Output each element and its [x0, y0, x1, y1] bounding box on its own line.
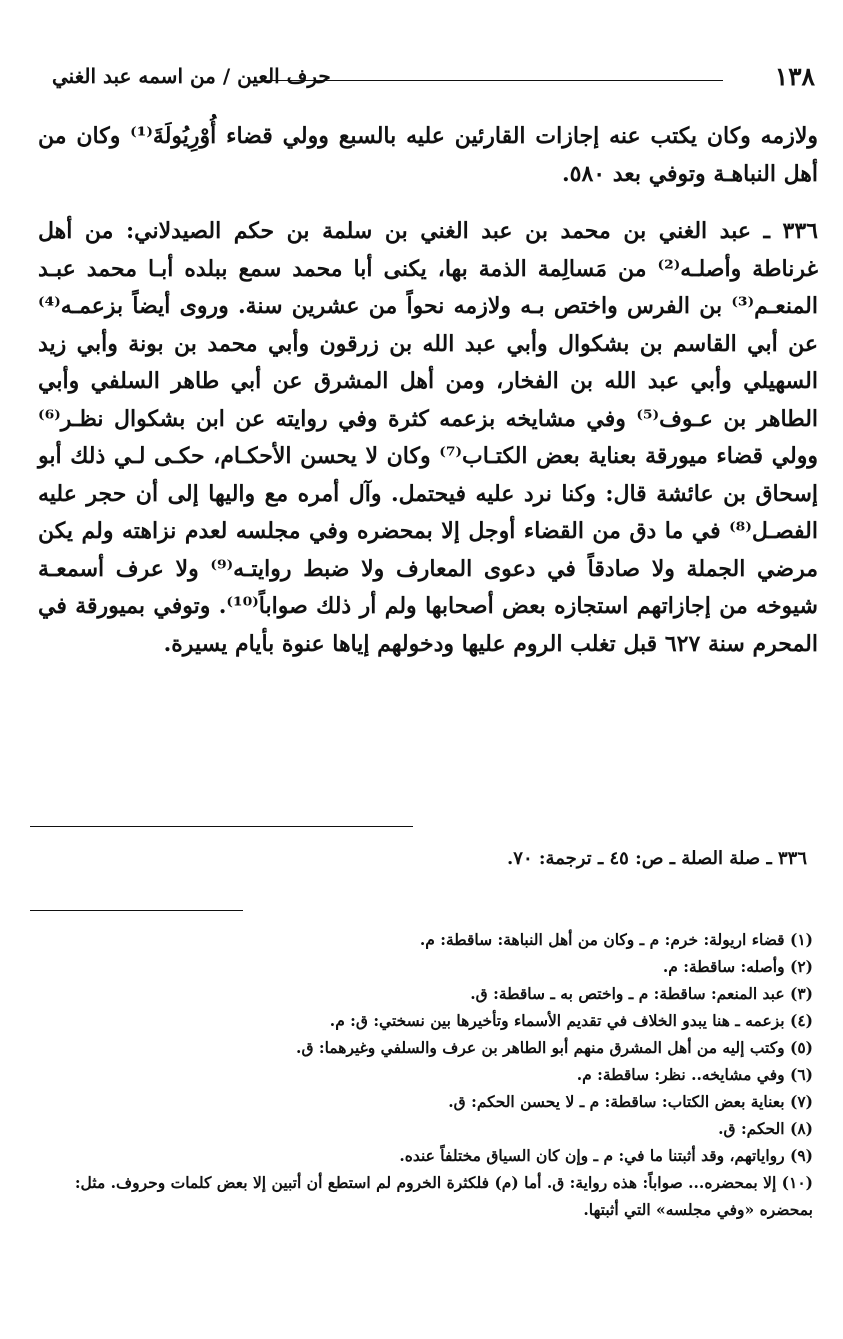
footnote-4: (٤) بزعمه ـ هنا يبدو الخلاف في تقديم الأسماء وتأخيرها بين نسختي: ق: م. [329, 1011, 813, 1030]
footnote-3: (٣) عبد المنعم: ساقطة: م ـ واختص به ـ ساقطة: ق. [470, 984, 813, 1003]
running-title: حرف العين / من اسمه عبد الغني [52, 64, 331, 88]
page-number: ١٣٨ [774, 62, 815, 91]
paragraph-continuation: ولازمه وكان يكتب عنه إجازات القارئين عليه بالسبع وولي قضاء أُوْرِيُولَةَ⁽¹⁾ وكان من أهل النباهـة وتوفي بعد ٥٨٠. [38, 123, 819, 187]
source-reference: ٣٣٦ ـ صلة الصلة ـ ص: ٤٥ ـ ترجمة: ٧٠. [507, 848, 807, 869]
footnote-separator-short [30, 910, 243, 911]
header-rule [262, 80, 723, 81]
footnote-7: (٧) بعناية بعض الكتاب: ساقطة: م ـ لا يحسن الحكم: ق. [448, 1092, 813, 1111]
footnote-2: (٢) وأصله: ساقطة: م. [662, 957, 813, 976]
footnote-6: (٦) وفي مشايخه.. نظر: ساقطة: م. [576, 1065, 813, 1084]
footnote-9: (٩) رواياتهم، وقد أثبتنا ما في: م ـ وإن كان السياق مختلفاً عنده. [399, 1146, 813, 1165]
footnote-1: (١) قضاء اريولة: خرم: م ـ وكان من أهل النباهة: ساقطة: م. [419, 930, 813, 949]
footnote-10: (١٠) إلا بمحضره... صواباً: هذه رواية: ق. أما (م) فلكثرة الخروم لم استطع أن أتبين إلا بعض كلمات وحروف. مثل: بمحضره «وفي مجلسه» التي أثبتها. [74, 1173, 813, 1219]
footnotes-list [40, 926, 813, 1223]
biography-entry-336: ٣٣٦ ـ عبد الغني بن محمد بن عبد الغني بن سلمة بن حكم الصيدلاني: من أهل غرناطة وأصلـه⁽²⁾ من مَسالِمة الذمة بها، يكنى أبا محمد سمع ببلده أبـا محمد عبـد المنعـم⁽³⁾ بن الفرس واختص بـه ولازمه نحواً من عشرين سنة. وروى أيضاً بزعمـه⁽⁴⁾ عن أبي القاسم بن بشكوال وأبي عبد الله بن زرقون وأبي محمد بن بونة وأبي زيد السهيلي وأبي عبد الله بن الفخار، ومن أهل المشرق عن أبي طاهر السلفي وأبي الطاهر بن عـوف⁽⁵⁾ وفي مشايخه بزعمه كثرة وفي روايته عن ابن بشكوال نظـر⁽⁶⁾ وولي قضاء ميورقة بعناية بعض الكتـاب⁽⁷⁾ وكان لا يحسن الأحكـام، حكـى لـي ذلك أبو إسحاق بن عائشة قال: وكنا نرد عليه فيحتمل. وآل أمره مع واليها إلى أن حجر عليه الفصـل⁽⁸⁾ في ما دق من القضاء أوجل إلا بمحضره وفي مجلسه لعدم نزاهته ولم يكن مرضي الجملة ولا صادقاً في دعوى المعارف ولا ضبط روايتـه⁽⁹⁾ ولا عرف أسمعـة شيوخه من إجازاتهم استجازه بعض أصحابها ولم أر ذلك صواباً⁽¹⁰⁾. وتوفي بميورقة في المحرم سنة ٦٢٧ قبل تغلب الروم عليها ودخولهم إياها عنوة بأيام يسيرة. [38, 218, 819, 657]
page-header [52, 62, 815, 92]
main-text [38, 118, 818, 663]
footnote-separator [30, 826, 413, 827]
footnote-5: (٥) وكتب إليه من أهل المشرق منهم أبو الطاهر بن عرف والسلفي وغيرهما: ق. [296, 1038, 813, 1057]
footnote-8: (٨) الحكم: ق. [718, 1119, 813, 1138]
